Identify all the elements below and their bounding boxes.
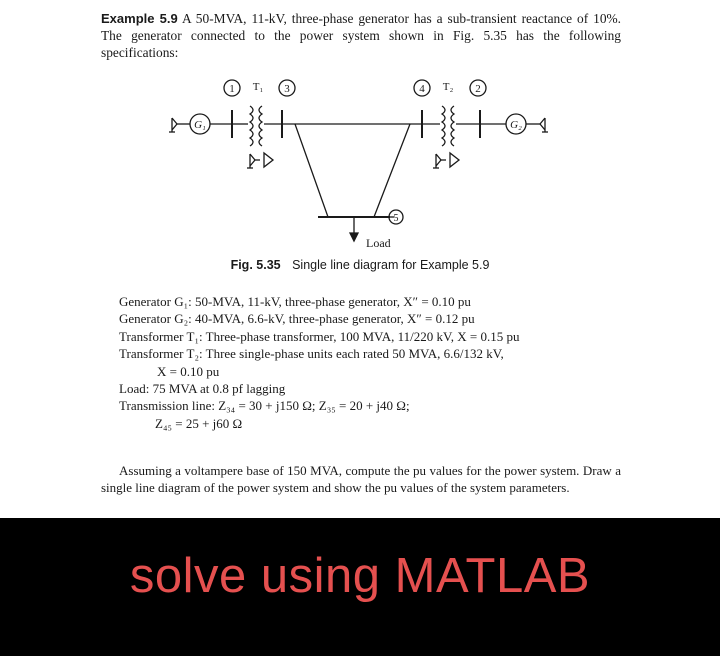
example-text: A 50-MVA, 11-kV, three-phase generator has a sub-transient reactance of 10%. The generator connected to the power system shown in Fig. 5.35 has the following specifications: — [101, 11, 622, 60]
problem-instructions: Assuming a voltampere base of 150 MVA, compute the pu values for the power system. Draw a single line diagram of the power system and show the pu values of the system parameters. — [101, 463, 621, 495]
generator-label-g1: G₁ — [194, 119, 206, 131]
line-3-5 — [295, 124, 350, 217]
spec-generator-g1: Generator G₁: 50-MVA, 11-kV, three-phase generator, X″ = 0.10 pu — [119, 294, 471, 309]
bus-label-5: 5 — [393, 213, 399, 224]
line-4-5 — [354, 124, 410, 217]
specifications-list — [119, 293, 619, 432]
spec-transformer-t2: Transformer T₂: Three single-phase units each rated 50 MVA, 6.6/132 kV, — [119, 346, 504, 362]
transformer-t2 — [422, 81, 480, 168]
bus-label-1: 1 — [229, 83, 235, 95]
spec-transmission-line: Transmission line: Z₃₄ = 30 + j150 Ω; Z₃₅ = 20 + j40 Ω; — [119, 398, 410, 414]
single-line-diagram — [0, 70, 720, 258]
bus-label-4: 4 — [419, 83, 425, 95]
spec-load: Load: 75 MVA at 0.8 pf lagging — [119, 381, 286, 397]
spec-transmission-line-z45: Z₄₅ = 25 + j60 Ω — [155, 415, 243, 431]
transformer-t2-connection-symbol — [433, 153, 459, 168]
spec-generator-g2: Generator G₂: 40-MVA, 6.6-kV, three-phase generator, X″ = 0.12 pu — [119, 311, 475, 327]
generator-label-g2: G₂ — [510, 119, 522, 131]
transformer-t1-connection-symbol — [247, 153, 273, 168]
figure-caption-text: Single line diagram for Example 5.9 — [292, 258, 490, 272]
load — [350, 217, 391, 250]
spec-transformer-t1: Transformer T₁: Three-phase transformer, 100 MVA, 11/220 kV, X = 0.15 pu — [119, 328, 520, 344]
generator-g1 — [169, 114, 232, 134]
transformer-label-t2: T₂ — [442, 81, 454, 93]
load-label: Load — [366, 236, 391, 250]
figure-caption-label: Fig. 5.35 — [230, 258, 281, 272]
transformer-label-t1: T₁ — [252, 81, 264, 93]
caption-banner — [0, 518, 720, 656]
figure-caption — [0, 258, 720, 272]
wye-grounded-symbol-g1 — [169, 118, 186, 132]
generator-g2 — [480, 114, 548, 134]
bus-label-2: 2 — [475, 83, 481, 95]
banner-text: solve using MATLAB — [129, 549, 591, 603]
example-label: Example 5.9 — [101, 11, 178, 26]
bus-label-3: 3 — [284, 83, 290, 95]
spec-transformer-t2-reactance: X = 0.10 pu — [157, 363, 220, 379]
transformer-t1 — [232, 81, 282, 168]
wye-grounded-symbol-g2 — [532, 118, 548, 132]
example-statement — [101, 10, 621, 61]
